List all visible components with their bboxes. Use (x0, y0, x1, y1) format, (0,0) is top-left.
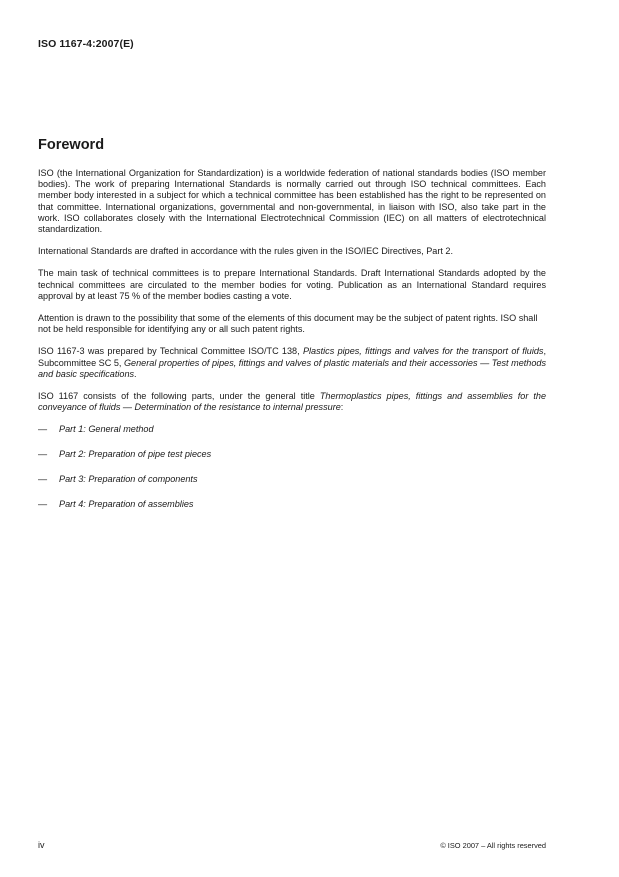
paragraph-parts-intro (38, 391, 546, 413)
parts-intro-text-2: : (340, 402, 344, 413)
part-label: Part 1: General method (59, 424, 154, 435)
list-item (38, 474, 546, 485)
prepared-by-text-1: ISO 1167-3 was prepared by Technical Committee ISO/TC 138, (38, 346, 303, 357)
parts-list (38, 424, 546, 510)
part-label: Part 4: Preparation of assemblies (59, 499, 194, 510)
dash-bullet: — (38, 424, 48, 435)
list-item (38, 499, 546, 510)
dash-bullet: — (38, 499, 48, 510)
committee-title: Plastics pipes, fittings and valves for the transport of fluids (302, 346, 544, 357)
subcommittee-title: General properties of pipes, fittings and valves of plastic materials and their accessories — Test methods and basic specifications (38, 357, 547, 379)
prepared-by-text-3: . (134, 368, 137, 379)
footer-copyright: © ISO 2007 – All rights reserved (440, 841, 546, 850)
paragraph-prepared-by (38, 346, 546, 380)
list-item (38, 424, 546, 435)
dash-bullet: — (38, 474, 48, 485)
part-label: Part 3: Preparation of components (59, 474, 198, 485)
paragraph-iso-intro: ISO (the International Organization for Standardization) is a worldwide federation of national standards bodies (ISO member bodies). The work of preparing International Standards is normally carried out through ISO technical committees. Each member body interested in a subject for which a technical committee has been established has the right to be represented on that committee. International organizations, governmental and non-governmental, in liaison with ISO, also take part in the work. ISO collaborates closely with the International Electrotechnical Commission (IEC) on all matters of electrotechnical standardization. (38, 168, 546, 235)
general-title: Thermoplastics pipes, fittings and assemblies for the conveyance of fluids — Determination of the resistance to internal pressure (38, 391, 546, 413)
list-item (38, 449, 546, 460)
prepared-by-text-2: , Subcommittee SC 5, (38, 346, 546, 368)
paragraph-directives: International Standards are drafted in accordance with the rules given in the ISO/IEC Directives, Part 2. (38, 246, 453, 257)
parts-intro-text-1: ISO 1167 consists of the following parts, under the general title (38, 391, 320, 402)
part-label: Part 2: Preparation of pipe test pieces (59, 449, 212, 460)
foreword-title: Foreword (38, 137, 105, 153)
footer-page-number: iv (38, 840, 45, 850)
paragraph-patent-rights: Attention is drawn to the possibility that some of the elements of this document may be the subject of patent rights. ISO shall not be held responsible for identifying any or all such patent rights. (38, 313, 538, 335)
dash-bullet: — (38, 449, 48, 460)
document-id: ISO 1167-4:2007(E) (38, 38, 134, 50)
foreword-body (38, 168, 546, 524)
paragraph-technical-committees: The main task of technical committees is to prepare International Standards. Draft International Standards adopted by the technical committees are circulated to the member bodies for voting. Publication as an International Standard requires approval by at least 75 % of the member bodies casting a vote. (38, 268, 546, 301)
